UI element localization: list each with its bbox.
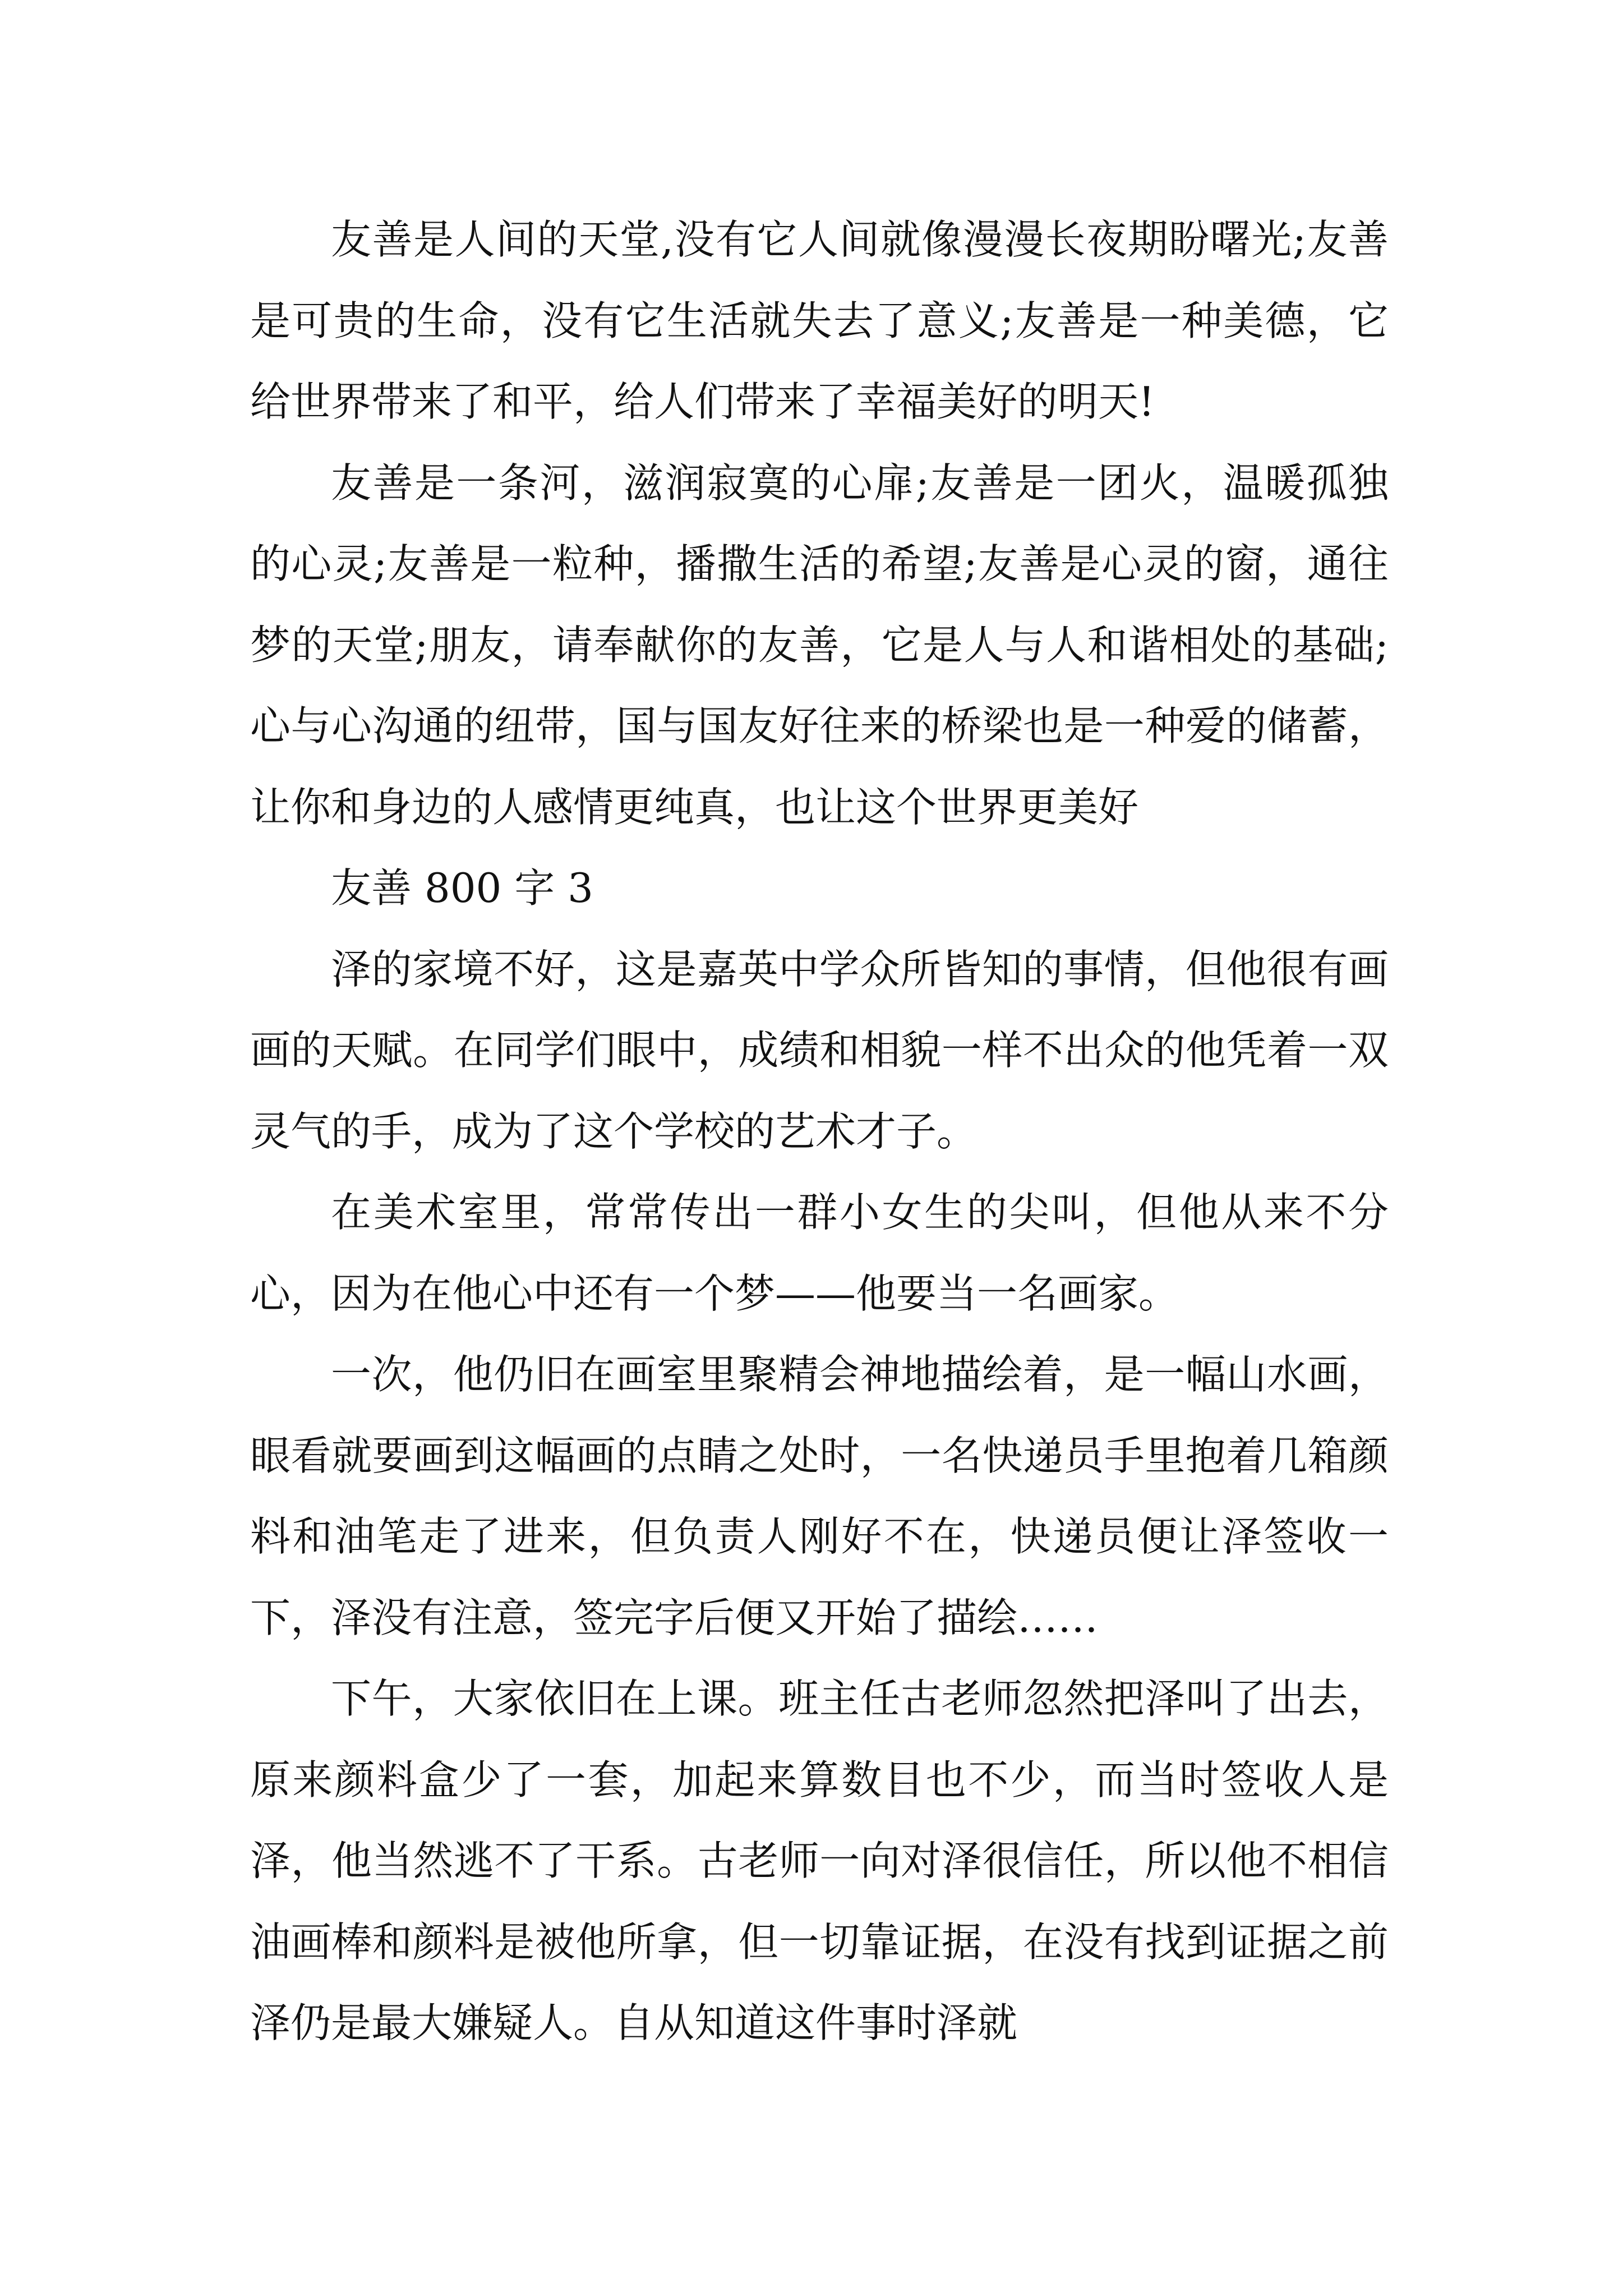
section-heading: 友善 800 字 3 (331, 864, 593, 912)
body-text (250, 199, 1389, 2064)
paragraph-1: 友善是人间的天堂,没有它人间就像漫漫长夜期盼曙光;友善是可贵的生命，没有它生活就失去了意义;友善是一种美德，它给世界带来了和平，给人们带来了幸福美好的明天! (250, 216, 1389, 425)
paragraph-4: 在美术室里，常常传出一群小女生的尖叫，但他从来不分心，因为在他心中还有一个梦——他要当一名画家。 (250, 1189, 1389, 1317)
paragraph-3: 泽的家境不好，这是嘉英中学众所皆知的事情，但他很有画画的天赋。在同学们眼中，成绩和相貌一样不出众的他凭着一双灵气的手，成为了这个学校的艺术才子。 (250, 945, 1389, 1155)
paragraph-2: 友善是一条河，滋润寂寞的心扉;友善是一团火，温暖孤独的心灵;友善是一粒种，播撒生活的希望;友善是心灵的窗，通往梦的天堂;朋友，请奉献你的友善，它是人与人和谐相处的基础;心与心沟通的纽带，国与国友好往来的桥梁也是一种爱的储蓄，让你和身边的人感情更纯真，也让这个世界更美好 (250, 459, 1389, 831)
paragraph-5: 一次，他仍旧在画室里聚精会神地描绘着，是一幅山水画，眼看就要画到这幅画的点睛之处时，一名快递员手里抱着几箱颜料和油笔走了进来，但负责人刚好不在，快递员便让泽签收一下，泽没有注意，签完字后便又开始了描绘…… (250, 1351, 1389, 1641)
paragraph-6: 下午，大家依旧在上课。班主任古老师忽然把泽叫了出去，原来颜料盒少了一套，加起来算数目也不少，而当时签收人是泽，他当然逃不了干系。古老师一向对泽很信任，所以他不相信油画棒和颜料是被他所拿，但一切靠证据，在没有找到证据之前泽仍是最大嫌疑人。自从知道这件事时泽就 (250, 1675, 1389, 2046)
